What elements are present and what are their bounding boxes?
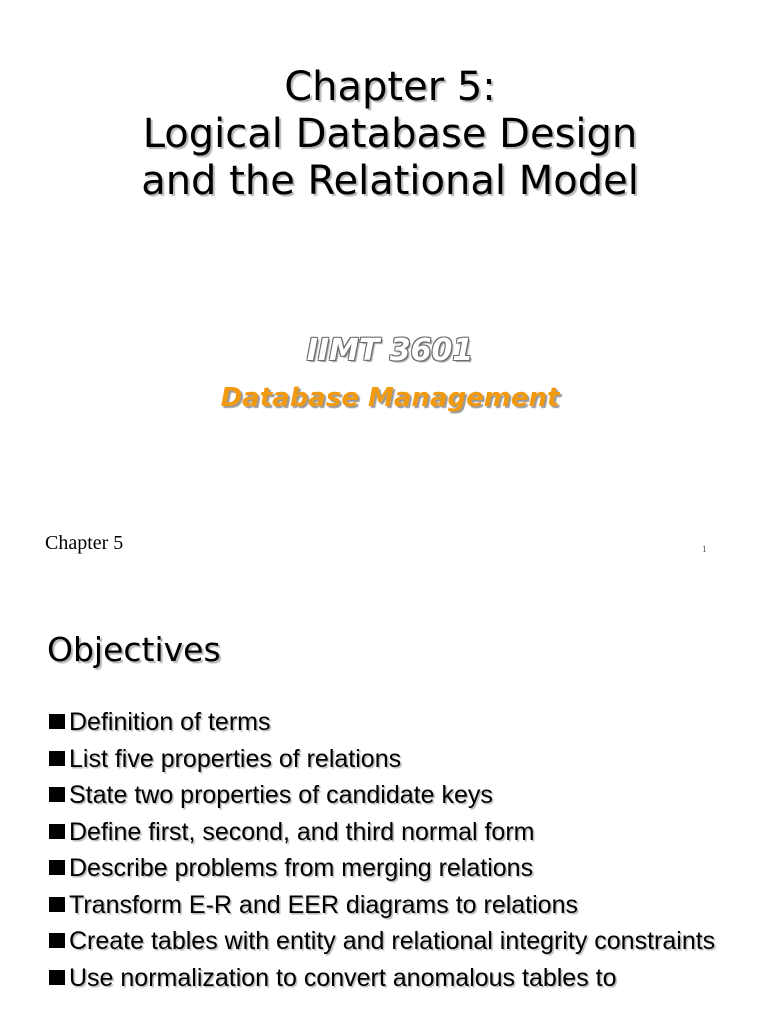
course-code: IIMT 3601 [306, 333, 474, 368]
square-bullet-icon [49, 787, 65, 802]
footer-chapter-label: Chapter 5 [45, 532, 124, 554]
list-item [47, 708, 747, 737]
slide-title [0, 64, 768, 205]
course-name: Database Management [220, 383, 560, 413]
list-item-text: List five properties of relations [69, 744, 402, 773]
list-item-text: Define first, second, and third normal form [69, 817, 535, 846]
list-item-text: Use normalization to convert anomalous tables to [69, 963, 617, 992]
square-bullet-icon [49, 897, 65, 912]
objectives-list [47, 708, 747, 1000]
square-bullet-icon [49, 714, 65, 729]
list-item-text: Describe problems from merging relations [69, 854, 534, 882]
list-item-text: Create tables with entity and relational integrity constraints [69, 927, 716, 955]
square-bullet-icon [49, 824, 65, 839]
title-line: Chapter 5: [284, 64, 496, 110]
list-item [47, 745, 747, 774]
list-item [47, 854, 747, 883]
square-bullet-icon [49, 751, 65, 766]
list-item-text: Definition of terms [69, 708, 271, 736]
title-line: Logical Database Design [142, 111, 638, 157]
objectives-title: Objectives [47, 630, 221, 669]
list-item [47, 818, 747, 847]
title-line: and the Relational Model [141, 158, 639, 204]
list-item [47, 927, 747, 956]
square-bullet-icon [49, 860, 65, 875]
objectives-slide [0, 576, 768, 1024]
page-number: 1 [702, 544, 707, 554]
list-item-text: State two properties of candidate keys [69, 781, 493, 809]
square-bullet-icon [49, 933, 65, 948]
list-item [47, 964, 747, 993]
square-bullet-icon [49, 970, 65, 985]
list-item [47, 891, 747, 920]
list-item [47, 781, 747, 810]
list-item-text: Transform E-R and EER diagrams to relations [69, 890, 578, 919]
